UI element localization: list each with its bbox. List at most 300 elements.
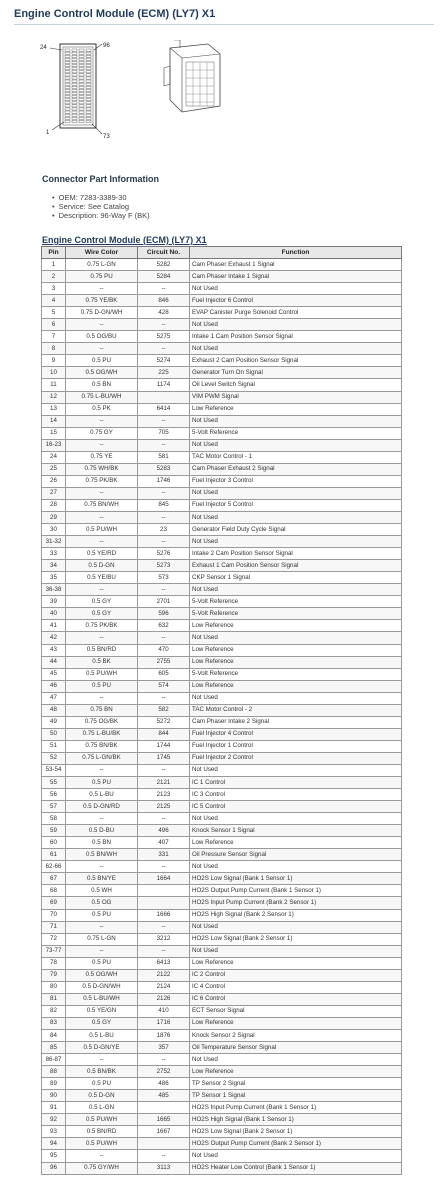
function-cell: Not Used [190,1150,402,1162]
pin-cell: 8 [42,343,66,355]
table-row [42,680,402,692]
function-cell: Not Used [190,921,402,933]
pin-cell: 41 [42,620,66,632]
wire-color-cell: 0.5 OG/WH [66,367,138,379]
pin-cell: 79 [42,969,66,981]
circuit-cell [138,1138,190,1150]
pin-cell: 36-38 [42,584,66,596]
table-row [42,885,402,897]
wire-color-cell: 0.5 D-GN/RD [66,801,138,813]
pin-cell: 57 [42,801,66,813]
pinout-table [41,246,402,1175]
circuit-cell: -- [138,764,190,776]
function-cell: Low Reference [190,403,402,415]
wire-color-cell: 0.5 D-BU [66,825,138,837]
pin-cell: 72 [42,933,66,945]
table-row [42,403,402,415]
function-cell: TP Sensor 1 Signal [190,1090,402,1102]
circuit-cell: 5282 [138,259,190,271]
function-cell: Low Reference [190,680,402,692]
table-row [42,825,402,837]
table-row [42,1054,402,1066]
wire-color-cell: -- [66,764,138,776]
function-cell: IC 1 Control [190,777,402,789]
pin-cell: 46 [42,680,66,692]
pin-cell: 33 [42,548,66,560]
wire-color-cell: 0.75 L-GN [66,933,138,945]
table-row [42,1114,402,1126]
pin-cell: 29 [42,511,66,523]
pin-cell: 69 [42,897,66,909]
wire-color-cell: 0.75 YE/BK [66,295,138,307]
connector-face-diagram [40,38,140,142]
wire-color-cell: 0.5 YE/RD [66,548,138,560]
table-header-row [42,247,402,259]
circuit-cell: 846 [138,295,190,307]
circuit-cell: 5283 [138,463,190,475]
function-cell: Exhaust 2 Cam Position Sensor Signal [190,355,402,367]
table-row [42,1090,402,1102]
circuit-cell: -- [138,632,190,644]
circuit-cell: -- [138,584,190,596]
table-row [42,367,402,379]
circuit-cell: -- [138,1150,190,1162]
circuit-cell: 5284 [138,271,190,283]
connector-info-heading: Connector Part Information [42,174,160,184]
table-row [42,1162,402,1174]
wire-color-cell: 0.5 D-GN [66,560,138,572]
pin-cell: 45 [42,668,66,680]
pin-cell: 31-32 [42,536,66,548]
table-row [42,1102,402,1114]
wire-color-cell: 0.75 YE [66,451,138,463]
pin-cell: 62-66 [42,861,66,873]
circuit-cell: -- [138,343,190,355]
wire-color-cell: 0.5 BN/RD [66,644,138,656]
circuit-cell: -- [138,319,190,331]
page-title: Engine Control Module (ECM) (LY7) X1 [14,8,434,25]
circuit-cell: -- [138,921,190,933]
wire-color-cell: 0.75 PU [66,271,138,283]
pin-cell: 68 [42,885,66,897]
table-row [42,319,402,331]
table-row [42,801,402,813]
table-row [42,704,402,716]
wire-color-cell: -- [66,1054,138,1066]
circuit-cell [138,897,190,909]
pin-cell: 40 [42,608,66,620]
circuit-cell: 428 [138,307,190,319]
pin-cell: 16-23 [42,439,66,451]
table-row [42,295,402,307]
table-row [42,1042,402,1054]
circuit-cell: 225 [138,367,190,379]
wire-color-cell: 0.5 YE/GN [66,1005,138,1017]
function-cell: TP Sensor 2 Signal [190,1078,402,1090]
table-row [42,560,402,572]
table-row [42,499,402,511]
circuit-cell: -- [138,1054,190,1066]
table-row [42,331,402,343]
table-row [42,572,402,584]
function-cell: HO2S Output Pump Current (Bank 1 Sensor 1) [190,885,402,897]
function-cell: Fuel Injector 5 Control [190,499,402,511]
wire-color-cell: 0.75 L-BU/BK [66,728,138,740]
table-row [42,259,402,271]
pin-cell: 84 [42,1030,66,1042]
circuit-cell: 1666 [138,909,190,921]
circuit-cell: 1876 [138,1030,190,1042]
circuit-cell: 1744 [138,740,190,752]
table-row [42,957,402,969]
wire-color-cell: -- [66,692,138,704]
table-row [42,1138,402,1150]
table-row [42,524,402,536]
function-cell: Low Reference [190,1017,402,1029]
wire-color-cell: 0.5 PU [66,1078,138,1090]
table-row [42,861,402,873]
pin-cell: 43 [42,644,66,656]
pin-cell: 67 [42,873,66,885]
table-row [42,391,402,403]
header-wire-color: Wire Color [66,247,138,259]
table-row [42,439,402,451]
pin-cell: 83 [42,1017,66,1029]
table-row [42,656,402,668]
function-cell: Not Used [190,861,402,873]
function-cell: HO2S High Signal (Bank 1 Sensor 1) [190,1114,402,1126]
pin-cell: 82 [42,1005,66,1017]
wire-color-cell: -- [66,813,138,825]
circuit-cell: 5273 [138,560,190,572]
pin-cell: 48 [42,704,66,716]
circuit-cell: 581 [138,451,190,463]
wire-color-cell: 0.5 GY [66,596,138,608]
table-row [42,813,402,825]
function-cell: IC 2 Control [190,969,402,981]
wire-color-cell: 0.5 PU [66,355,138,367]
circuit-cell: 485 [138,1090,190,1102]
function-cell: Cam Phaser Intake 2 Signal [190,716,402,728]
table-row [42,307,402,319]
wire-color-cell: 0.5 BN/RD [66,1126,138,1138]
function-cell: Low Reference [190,957,402,969]
pin-cell: 6 [42,319,66,331]
table-row [42,837,402,849]
circuit-cell: 2124 [138,981,190,993]
wire-color-cell: 0.5 YE/BU [66,572,138,584]
wire-color-cell: 0.5 BN [66,379,138,391]
table-row [42,933,402,945]
pin-cell: 50 [42,728,66,740]
function-cell: Knock Sensor 2 Signal [190,1030,402,1042]
circuit-cell: 2701 [138,596,190,608]
wire-color-cell: -- [66,1150,138,1162]
table-row [42,644,402,656]
circuit-cell: -- [138,813,190,825]
circuit-cell: 331 [138,849,190,861]
pin-cell: 95 [42,1150,66,1162]
table-row [42,548,402,560]
table-row [42,1126,402,1138]
wire-color-cell: -- [66,487,138,499]
circuit-cell: 2126 [138,993,190,1005]
function-cell: HO2S Output Pump Current (Bank 2 Sensor 1) [190,1138,402,1150]
wire-color-cell: 0.5 BN [66,837,138,849]
function-cell: ECT Sensor Signal [190,1005,402,1017]
pinout-table-body [42,259,402,1175]
pin-label-bottom-right: 73 [103,134,110,140]
function-cell: TAC Motor Control - 2 [190,704,402,716]
circuit-cell: 6413 [138,957,190,969]
function-cell: Cam Phaser Exhaust 1 Signal [190,259,402,271]
function-cell: Cam Phaser Exhaust 2 Signal [190,463,402,475]
table-row [42,1017,402,1029]
circuit-cell [138,1102,190,1114]
table-row [42,969,402,981]
table-row [42,355,402,367]
wire-color-cell: 0.5 L-BU [66,789,138,801]
function-cell: Fuel Injector 4 Control [190,728,402,740]
pin-cell: 90 [42,1090,66,1102]
table-row [42,511,402,523]
wire-color-cell: 0.5 L-GN [66,1102,138,1114]
function-cell: Generator Field Duty Cycle Signal [190,524,402,536]
function-cell: HO2S Input Pump Current (Bank 2 Sensor 1) [190,897,402,909]
function-cell: Oil Level Switch Signal [190,379,402,391]
circuit-cell: 1664 [138,873,190,885]
circuit-cell: 632 [138,620,190,632]
function-cell: Oil Pressure Sensor Signal [190,849,402,861]
connector-info-description: • Description: 96-Way F (BK) [52,211,150,220]
table-row [42,463,402,475]
function-cell: Not Used [190,945,402,957]
circuit-cell: 3113 [138,1162,190,1174]
function-cell: Not Used [190,692,402,704]
circuit-cell: 574 [138,680,190,692]
connector-drawing [40,38,240,142]
wire-color-cell: 0.75 BN/WH [66,499,138,511]
pin-cell: 1 [42,259,66,271]
circuit-cell: 3212 [138,933,190,945]
pin-cell: 9 [42,355,66,367]
function-cell: Low Reference [190,620,402,632]
table-row [42,740,402,752]
wire-color-cell: 0.75 OG/BK [66,716,138,728]
function-cell: CKP Sensor 1 Signal [190,572,402,584]
table-row [42,596,402,608]
table-row [42,475,402,487]
wire-color-cell: 0.75 D-GN/WH [66,307,138,319]
pin-cell: 96 [42,1162,66,1174]
function-cell: Not Used [190,343,402,355]
wire-color-cell: 0.5 PU [66,777,138,789]
pin-cell: 49 [42,716,66,728]
wire-color-cell: -- [66,632,138,644]
pin-cell: 2 [42,271,66,283]
wire-color-cell: 0.5 PU/WH [66,524,138,536]
table-row [42,1150,402,1162]
pin-cell: 24 [42,451,66,463]
connector-info-list [52,193,150,220]
pin-cell: 5 [42,307,66,319]
pin-cell: 7 [42,331,66,343]
function-cell: Low Reference [190,1066,402,1078]
circuit-cell: 573 [138,572,190,584]
pin-cell: 61 [42,849,66,861]
circuit-cell: 2125 [138,801,190,813]
circuit-cell: 410 [138,1005,190,1017]
function-cell: 5-Volt Reference [190,596,402,608]
function-cell: Oil Temperature Sensor Signal [190,1042,402,1054]
table-row [42,716,402,728]
circuit-cell: 605 [138,668,190,680]
wire-color-cell: 0.5 L-BU [66,1030,138,1042]
table-row [42,993,402,1005]
table-row [42,873,402,885]
table-row [42,271,402,283]
wire-color-cell: 0.5 BN/BK [66,1066,138,1078]
table-row [42,849,402,861]
circuit-cell: 1746 [138,475,190,487]
wire-color-cell: 0.5 PK [66,403,138,415]
wire-color-cell: 0.75 L-GN [66,259,138,271]
function-cell: HO2S Input Pump Current (Bank 1 Sensor 1) [190,1102,402,1114]
wire-color-cell: 0.75 GY [66,427,138,439]
pin-cell: 44 [42,656,66,668]
table-row [42,415,402,427]
function-cell: Cam Phaser Intake 1 Signal [190,271,402,283]
table-row [42,752,402,764]
wire-color-cell: 0.5 BN/WH [66,849,138,861]
circuit-cell: 5276 [138,548,190,560]
table-row [42,451,402,463]
pin-label-bottom-left: 1 [46,130,50,136]
circuit-cell: -- [138,692,190,704]
table-row [42,668,402,680]
header-pin: Pin [42,247,66,259]
wire-color-cell: -- [66,439,138,451]
circuit-cell: -- [138,283,190,295]
wire-color-cell: 0.5 BN/YE [66,873,138,885]
table-row [42,1078,402,1090]
pin-cell: 39 [42,596,66,608]
function-cell: Not Used [190,632,402,644]
table-row [42,921,402,933]
wire-color-cell: -- [66,921,138,933]
function-cell: Exhaust 1 Cam Position Sensor Signal [190,560,402,572]
pin-cell: 86-87 [42,1054,66,1066]
table-row [42,283,402,295]
table-row [42,536,402,548]
circuit-cell: 1716 [138,1017,190,1029]
function-cell: 5-Volt Reference [190,608,402,620]
circuit-cell: 1174 [138,379,190,391]
pin-cell: 51 [42,740,66,752]
wire-color-cell: 0.75 BN [66,704,138,716]
circuit-cell: 2121 [138,777,190,789]
pin-cell: 81 [42,993,66,1005]
pin-cell: 70 [42,909,66,921]
wire-color-cell: 0.5 PU/WH [66,668,138,680]
pin-cell: 34 [42,560,66,572]
pin-cell: 92 [42,1114,66,1126]
pin-label-top-right: 96 [103,43,110,49]
function-cell: IC 5 Control [190,801,402,813]
pin-cell: 25 [42,463,66,475]
circuit-cell: 470 [138,644,190,656]
circuit-cell: 6414 [138,403,190,415]
wire-color-cell: 0.5 D-GN/WH [66,981,138,993]
table-row [42,909,402,921]
circuit-cell: -- [138,536,190,548]
function-cell: Not Used [190,584,402,596]
function-cell: VIM PWM Signal [190,391,402,403]
table-row [42,620,402,632]
wire-color-cell: 0.5 PU/WH [66,1138,138,1150]
table-row [42,897,402,909]
pin-cell: 26 [42,475,66,487]
pin-cell: 88 [42,1066,66,1078]
wire-color-cell: 0.75 BN/BK [66,740,138,752]
function-cell: Fuel Injector 1 Control [190,740,402,752]
circuit-cell: 23 [138,524,190,536]
table-row [42,487,402,499]
table-row [42,945,402,957]
table-row [42,981,402,993]
connector-isometric-diagram [150,40,240,120]
table-row [42,764,402,776]
wire-color-cell: 0.5 OG/BU [66,331,138,343]
function-cell: Not Used [190,487,402,499]
circuit-cell: 1745 [138,752,190,764]
connector-info-service: • Service: See Catalog [52,202,150,211]
circuit-cell: 486 [138,1078,190,1090]
header-function: Function [190,247,402,259]
pin-cell: 42 [42,632,66,644]
circuit-cell: 5275 [138,331,190,343]
function-cell: EVAP Canister Purge Solenoid Control [190,307,402,319]
pin-cell: 30 [42,524,66,536]
wire-color-cell: -- [66,283,138,295]
table-row [42,632,402,644]
function-cell: HO2S Heater Low Control (Bank 1 Sensor 1) [190,1162,402,1174]
wire-color-cell: 0.5 WH [66,885,138,897]
table-row [42,777,402,789]
table-row [42,1005,402,1017]
function-cell: Intake 2 Cam Position Sensor Signal [190,548,402,560]
pin-cell: 91 [42,1102,66,1114]
pin-cell: 85 [42,1042,66,1054]
circuit-cell: 2123 [138,789,190,801]
wire-color-cell: 0.75 L-BU/WH [66,391,138,403]
table-row [42,692,402,704]
circuit-cell: 845 [138,499,190,511]
function-cell: Not Used [190,439,402,451]
wire-color-cell: -- [66,343,138,355]
table-row [42,728,402,740]
circuit-cell: -- [138,511,190,523]
wire-color-cell: 0.5 PU [66,909,138,921]
wire-color-cell: -- [66,415,138,427]
wire-color-cell: 0.5 PU [66,957,138,969]
function-cell: Not Used [190,283,402,295]
circuit-cell: -- [138,439,190,451]
wire-color-cell: 0.5 GY [66,1017,138,1029]
pin-cell: 80 [42,981,66,993]
function-cell: 5-Volt Reference [190,668,402,680]
function-cell: HO2S Low Signal (Bank 1 Sensor 1) [190,873,402,885]
